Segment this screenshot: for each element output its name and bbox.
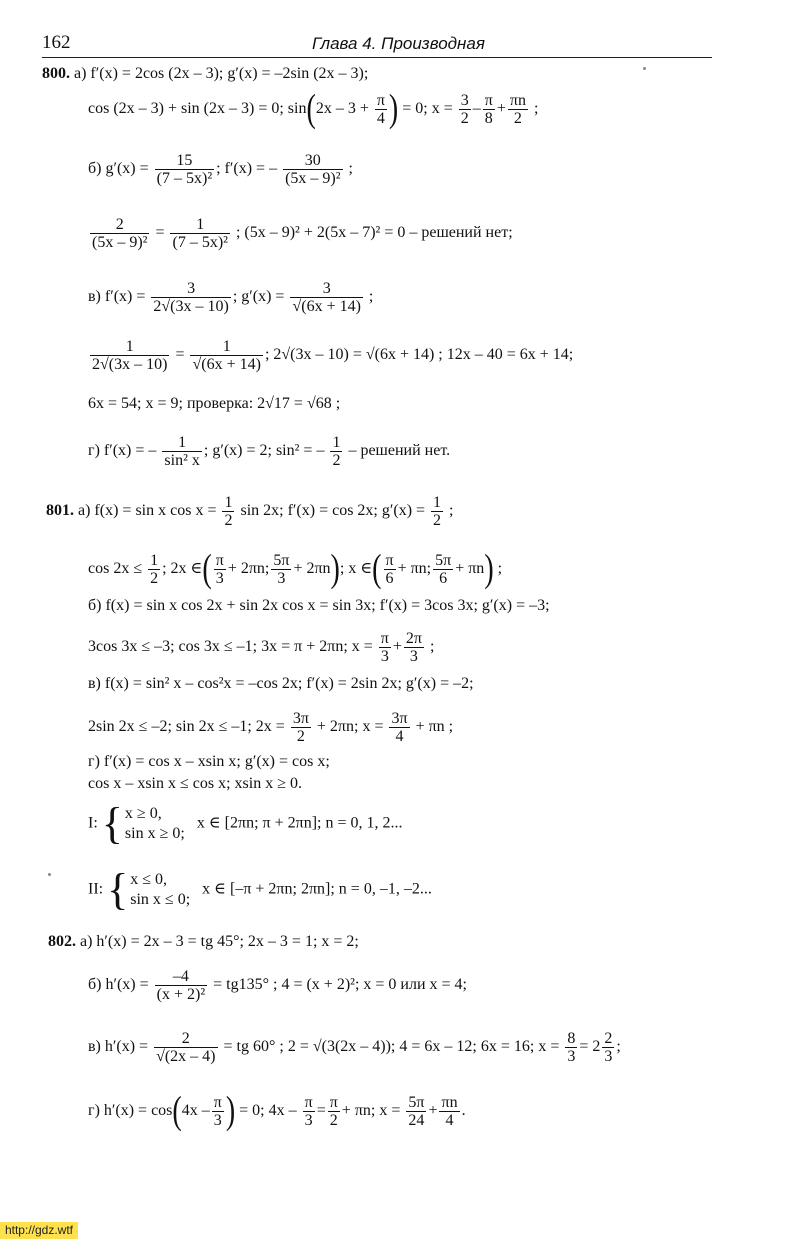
case-label: II: bbox=[88, 880, 104, 898]
equation-text: ; x ∈ bbox=[339, 560, 373, 578]
denominator: 4 bbox=[445, 1112, 454, 1129]
fraction bbox=[271, 552, 291, 587]
numerator: π bbox=[213, 1094, 222, 1111]
equation-text: = tg 60° ; 2 = √(3(2x – 4)); 4 = 6x – 12; 6x = 16; x = bbox=[223, 1038, 560, 1056]
system-line: sin x ≤ 0; bbox=[130, 891, 191, 908]
fraction bbox=[384, 552, 396, 587]
fraction bbox=[406, 1094, 426, 1129]
problem-802-number: 802. bbox=[48, 933, 76, 950]
denominator: (x + 2)² bbox=[156, 986, 206, 1003]
equation-text: ; f′(x) = – bbox=[216, 160, 278, 178]
scan-speck bbox=[48, 873, 51, 876]
denominator: 2 bbox=[224, 512, 233, 529]
scan-speck bbox=[643, 67, 646, 70]
equation-text: + πn ; bbox=[415, 718, 454, 736]
numerator: πn bbox=[441, 1094, 458, 1111]
equation-text: б) g′(x) = bbox=[88, 160, 149, 178]
numerator: π bbox=[484, 92, 493, 109]
fraction bbox=[155, 968, 207, 1003]
problem-801-line-v1 bbox=[88, 674, 474, 694]
fraction bbox=[291, 710, 311, 745]
paren-close: ) bbox=[225, 1089, 236, 1133]
equation-text: 6x = 54; x = 9; проверка: 2√17 = √68 ; bbox=[88, 395, 341, 412]
case-result: x ∈ [–π + 2πn; 2πn]; n = 0, –1, –2... bbox=[202, 880, 432, 898]
fraction bbox=[303, 1094, 315, 1129]
denominator: 3 bbox=[567, 1048, 576, 1065]
numerator: 1 bbox=[433, 494, 442, 511]
denominator: √(6x + 14) bbox=[192, 356, 261, 373]
denominator: 2√(3x – 10) bbox=[92, 356, 168, 373]
denominator: 2 bbox=[332, 452, 341, 469]
system-line: x ≤ 0, bbox=[130, 871, 168, 888]
numerator: 15 bbox=[155, 152, 214, 170]
denominator: 3 bbox=[380, 648, 389, 665]
equation-text: г) f′(x) = – bbox=[88, 442, 157, 460]
fraction bbox=[148, 552, 160, 587]
numerator: π bbox=[329, 1094, 338, 1111]
numerator: 5π bbox=[408, 1094, 425, 1111]
page-number: 162 bbox=[42, 32, 71, 53]
equation-text: – решений нет. bbox=[348, 442, 451, 460]
denominator: 4 bbox=[376, 110, 385, 127]
numerator: 2 bbox=[90, 216, 149, 234]
problem-800-line-b2: $\frac{2}{\text{(5x – 9)²}}$ = $\frac{1}{\text{(7 – 5x)²}}$ ; (5x – 9)² + 2(5x – 7)² = 0 – решений нет; bbox=[92, 216, 513, 251]
equation-text: б) f(x) = sin x cos 2x + sin 2x cos x = sin 3x; f′(x) = 3cos 3x; g′(x) = –3; bbox=[88, 597, 550, 614]
problem-800-line-a2: cos (2x – 3) + sin (2x – 3) = 0; sin(2x – 3 + $\frac{\pi}{4}$ ) = 0; x = $\frac{3}{2}$ – $\frac{\pi}{8}$ + $\frac{\pi n}{2}$ ; bbox=[88, 87, 539, 131]
numerator: 1 bbox=[162, 434, 201, 452]
problem-800-a-derivatives: а) f′(x) = 2cos (2x – 3); g′(x) = –2sin (2x – 3); bbox=[74, 65, 369, 82]
equation-text: cos 2x ≤ bbox=[88, 560, 143, 578]
equation-text: 2sin 2x ≤ –2; sin 2x ≤ –1; 2x = bbox=[88, 718, 285, 736]
fraction bbox=[602, 1030, 614, 1065]
fraction bbox=[214, 552, 226, 587]
denominator: 3 bbox=[277, 570, 286, 587]
equation-text: + πn bbox=[455, 560, 485, 578]
equation-text: cos x – xsin x ≤ cos x; xsin x ≥ 0. bbox=[88, 775, 303, 792]
equation-text: г) f′(x) = cos x – xsin x; g′(x) = cos x; bbox=[88, 753, 330, 770]
problem-801-case-2 bbox=[88, 865, 432, 914]
chapter-title: Глава 4. Производная bbox=[312, 34, 485, 53]
numerator: 1 bbox=[150, 552, 159, 569]
problem-800-line-b1: б) g′(x) = $\frac{15}{\text{(7 – 5x)²}}$ ; f′(x) = – $\frac{30}{\text{(5x – 9)²}}$ ; bbox=[88, 152, 353, 187]
denominator: (7 – 5x)² bbox=[172, 234, 228, 251]
paren-open: ( bbox=[306, 87, 316, 131]
equation-text: = bbox=[316, 1102, 326, 1120]
equation-text: ; 2√(3x – 10) = √(6x + 14) ; 12x – 40 = 6x + 14; bbox=[264, 346, 574, 364]
denominator: 6 bbox=[385, 570, 394, 587]
problem-801-line-b1 bbox=[88, 596, 550, 616]
paren-open: ( bbox=[372, 547, 382, 591]
paren-close: ) bbox=[388, 87, 399, 131]
equation-text: + 2πn; x = bbox=[316, 718, 384, 736]
watermark-link[interactable]: http://gdz.wtf bbox=[0, 1222, 78, 1239]
fraction bbox=[459, 92, 471, 127]
numerator: 1 bbox=[190, 338, 262, 356]
equation-text: = 0; 4x – bbox=[239, 1102, 297, 1120]
equation-text: в) f′(x) = bbox=[88, 288, 146, 306]
denominator: 8 bbox=[484, 110, 493, 127]
fraction bbox=[154, 1030, 217, 1065]
problem-801-line-v2 bbox=[88, 710, 453, 745]
numerator: 3π bbox=[292, 710, 309, 727]
fraction bbox=[190, 338, 262, 373]
numerator: πn bbox=[509, 92, 526, 109]
brace-icon: { bbox=[101, 799, 123, 848]
equation-text: 4x – bbox=[181, 1102, 210, 1120]
numerator: –4 bbox=[155, 968, 207, 986]
fraction bbox=[212, 1094, 224, 1129]
system-line: sin x ≥ 0; bbox=[124, 825, 185, 842]
fraction bbox=[483, 92, 495, 127]
denominator: 2√(3x – 10) bbox=[153, 298, 229, 315]
denominator: 2 bbox=[296, 728, 305, 745]
problem-800-number: 800. bbox=[42, 65, 70, 82]
numerator: π bbox=[380, 630, 389, 647]
fraction bbox=[404, 630, 424, 665]
equation-text: в) h′(x) = bbox=[88, 1038, 149, 1056]
numerator: 1 bbox=[90, 338, 169, 356]
denominator: 3 bbox=[215, 570, 224, 587]
equation-text: ; 2x ∈ bbox=[162, 560, 203, 578]
numerator: 3 bbox=[290, 280, 362, 298]
denominator: 3 bbox=[604, 1048, 613, 1065]
numerator: 2 bbox=[154, 1030, 217, 1048]
fraction bbox=[328, 1094, 340, 1129]
numerator: π bbox=[385, 552, 394, 569]
numerator: 3π bbox=[391, 710, 408, 727]
fraction bbox=[90, 216, 149, 251]
equation-text: 3cos 3x ≤ –3; cos 3x ≤ –1; 3x = π + 2πn; x = bbox=[88, 638, 373, 656]
fraction bbox=[283, 152, 342, 187]
fraction bbox=[222, 494, 234, 529]
fraction bbox=[508, 92, 528, 127]
page-header bbox=[42, 32, 712, 56]
paren-close: ) bbox=[330, 547, 340, 591]
brace-icon: { bbox=[107, 865, 129, 914]
fraction bbox=[162, 434, 201, 469]
equation-text: б) h′(x) = bbox=[88, 976, 149, 994]
problem-800-line-a1 bbox=[42, 64, 368, 84]
case-label: I: bbox=[88, 814, 98, 832]
denominator: 3 bbox=[409, 648, 418, 665]
equation-text: а) h′(x) = 2x – 3 = tg 45°; 2x – 3 = 1; x = 2; bbox=[80, 933, 359, 950]
equation-text: sin 2x; f′(x) = cos 2x; g′(x) = bbox=[240, 502, 426, 520]
denominator: √(6x + 14) bbox=[292, 298, 361, 315]
fraction bbox=[151, 280, 230, 315]
equation-text: + πn; bbox=[397, 560, 432, 578]
fraction bbox=[155, 152, 214, 187]
fraction bbox=[431, 494, 443, 529]
problem-802-line-g: г) h′(x) = cos(4x – $\frac{\pi}{3}$ ) = 0; 4x – $\frac{\pi}{3}$ = $\frac{\pi}{2}$ + πn; x = $\frac{5\pi}{24}$ + $\frac{\pi n}{4}$ . bbox=[88, 1089, 466, 1133]
fraction bbox=[330, 434, 342, 469]
problem-800-line-v2: $\frac{1}{2√(3x - 10)}$ = $\frac{1}{√(6x + 14)}$ ; 2√(3x – 10) = √(6x + 14) ; 12x – 40 = 6x + 14; bbox=[92, 338, 574, 373]
equation-text: . bbox=[461, 1102, 466, 1120]
inequality-system bbox=[130, 870, 190, 910]
numerator: 30 bbox=[283, 152, 342, 170]
numerator: 1 bbox=[224, 494, 233, 511]
numerator: 5π bbox=[273, 552, 290, 569]
problem-801-line-a2: cos 2x ≤ $\frac{1}{2}$ ; 2x ∈( $\frac{\pi}{3}$ + 2πn; $\frac{5\pi}{3}$ + 2πn); x ∈( $\frac{\pi}{6}$ + πn; $\frac{5\pi}{6}$ + πn) ; bbox=[88, 547, 503, 591]
equation-text: ; g′(x) = 2; sin² = – bbox=[203, 442, 325, 460]
fraction bbox=[170, 216, 229, 251]
denominator: 2 bbox=[329, 1112, 338, 1129]
equation-text: = 2 bbox=[579, 1038, 601, 1056]
fraction bbox=[375, 92, 387, 127]
paren-close: ) bbox=[484, 547, 494, 591]
denominator: (5x – 9)² bbox=[285, 170, 341, 187]
numerator: π bbox=[215, 552, 224, 569]
fraction bbox=[565, 1030, 577, 1065]
denominator: 3 bbox=[304, 1112, 313, 1129]
problem-800-line-v3 bbox=[88, 394, 340, 414]
paren-open: ( bbox=[202, 547, 212, 591]
numerator: 3 bbox=[460, 92, 469, 109]
denominator: √(2x – 4) bbox=[156, 1048, 216, 1065]
numerator: 2 bbox=[604, 1030, 613, 1047]
problem-801-line-g1 bbox=[88, 752, 330, 772]
problem-800-line-g1 bbox=[88, 434, 450, 469]
equation-text: = 0; x = bbox=[402, 100, 453, 118]
equation-text: + 2πn bbox=[293, 560, 331, 578]
problem-801-line-a1: 801. а) f(x) = sin x cos x = $\frac{1}{2}$ sin 2x; f′(x) = cos 2x; g′(x) = $\frac{1}{2}$ ; bbox=[46, 494, 454, 529]
numerator: π bbox=[376, 92, 385, 109]
denominator: 24 bbox=[408, 1112, 425, 1129]
header-rule bbox=[42, 57, 712, 58]
denominator: 2 bbox=[460, 110, 469, 127]
numerator: 1 bbox=[332, 434, 341, 451]
denominator: 2 bbox=[150, 570, 159, 587]
numerator: 2π bbox=[405, 630, 422, 647]
fraction bbox=[439, 1094, 459, 1129]
equation-text: = tg135° ; 4 = (x + 2)²; x = 0 или x = 4; bbox=[213, 976, 467, 994]
problem-802-line-b bbox=[88, 968, 467, 1003]
denominator: 6 bbox=[439, 570, 448, 587]
problem-801-line-b2: 3cos 3x ≤ –3; cos 3x ≤ –1; 3x = π + 2πn; x = $\frac{\pi}{3}$ + $\frac{2\pi}{3}$ ; bbox=[88, 630, 435, 665]
numerator: 1 bbox=[170, 216, 229, 234]
inequality-system bbox=[125, 804, 185, 844]
numerator: 3 bbox=[151, 280, 230, 298]
fraction bbox=[389, 710, 409, 745]
problem-801-line-g2 bbox=[88, 774, 302, 794]
denominator: (7 – 5x)² bbox=[156, 170, 213, 187]
fraction bbox=[290, 280, 362, 315]
equation-text: в) f(x) = sin² x – cos²x = –cos 2x; f′(x) = 2sin 2x; g′(x) = –2; bbox=[88, 675, 474, 692]
equation-text: ; bbox=[616, 1038, 621, 1056]
paren-open: ( bbox=[172, 1089, 182, 1133]
equation-text: ; (5x – 9)² + 2(5x – 7)² = 0 – решений нет; bbox=[235, 224, 513, 242]
denominator: 4 bbox=[395, 728, 404, 745]
denominator: 2 bbox=[513, 110, 522, 127]
system-line: x ≥ 0, bbox=[124, 805, 162, 822]
fraction bbox=[433, 552, 453, 587]
numerator: π bbox=[304, 1094, 313, 1111]
denominator: sin² x bbox=[164, 452, 200, 469]
numerator: 5π bbox=[435, 552, 452, 569]
equation-text: + 2πn; bbox=[227, 560, 270, 578]
denominator: 3 bbox=[213, 1112, 222, 1129]
case-result: x ∈ [2πn; π + 2πn]; n = 0, 1, 2... bbox=[196, 814, 403, 832]
problem-801-case-1 bbox=[88, 799, 403, 848]
denominator: 2 bbox=[433, 512, 442, 529]
problem-801-number: 801. bbox=[46, 502, 74, 520]
problem-802-line-a bbox=[48, 932, 359, 952]
equation-text: + πn; x = bbox=[341, 1102, 401, 1120]
equation-text: г) h′(x) = cos bbox=[88, 1102, 173, 1120]
equation-text: ; g′(x) = bbox=[232, 288, 285, 306]
denominator: (5x – 9)² bbox=[92, 234, 148, 251]
equation-text: cos (2x – 3) + sin (2x – 3) = 0; sin bbox=[88, 100, 307, 118]
equation-text: 2x – 3 + bbox=[315, 100, 369, 118]
fraction bbox=[90, 338, 169, 373]
equation-text: а) f(x) = sin x cos x = bbox=[78, 502, 217, 520]
problem-802-line-v bbox=[88, 1030, 621, 1065]
numerator: 8 bbox=[567, 1030, 576, 1047]
problem-800-line-v1: в) f′(x) = $\frac{3}{2√(3x - 10)}$ ; g′(x) = $\frac{3}{√(6x + 14)}$ ; bbox=[88, 280, 374, 315]
fraction bbox=[379, 630, 391, 665]
